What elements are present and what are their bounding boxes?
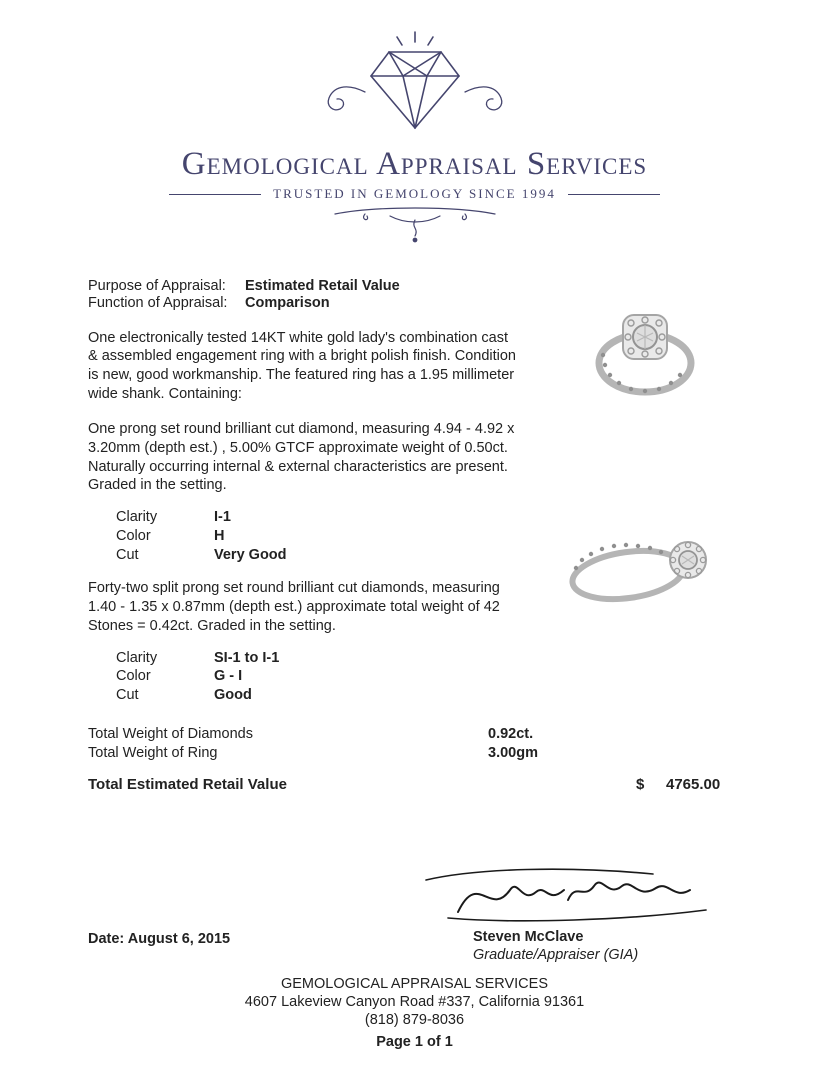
total-weight-diamonds-row [88,726,741,745]
total-weight-diamonds-value: 0.92ct. [488,725,534,742]
grade-value: G - I [214,668,243,685]
purpose-row [88,278,741,295]
grade-row [116,668,741,685]
function-label: Function of Appraisal: [88,295,228,312]
grade-value: Good [214,687,252,704]
page-indicator: Page 1 of 1 [376,1034,453,1051]
tagline-rule-right [568,194,660,195]
grade-value: H [214,527,225,544]
total-weight-ring-row [88,745,741,764]
signature-image [418,860,728,926]
appraiser-title: Graduate/Appraiser (GIA) [473,947,639,963]
tagline: TRUSTED IN GEMOLOGY SINCE 1994 [273,186,556,202]
document-footer [0,975,829,1052]
diamond-logo-icon [0,30,829,142]
grade-label: Cut [116,687,139,704]
total-weight-ring-label: Total Weight of Ring [88,744,218,761]
grade-label: Clarity [116,509,158,526]
total-weight-ring-value: 3.00gm [488,744,538,761]
footer-phone: (818) 879-8036 [364,1012,465,1029]
appraiser-name: Steven McClave [473,929,584,945]
tagline-row [0,186,829,202]
side-diamonds-paragraph: Forty-two split prong set round brilliant cut diamonds, measuring 1.40 - 1.35 x 0.87mm (depth est.) approximate total weight of 42 Stones = 0.42ct. Graded in the setting. [88,580,500,634]
grade-row [116,509,741,526]
tagline-rule-left [169,194,261,195]
document-header [0,0,829,246]
grade-row [116,650,741,667]
retail-currency: $ [636,775,645,793]
footer-org-name: GEMOLOGICAL APPRAISAL SERVICES [280,976,548,992]
grade-label: Cut [116,546,139,563]
grade-value: Very Good [214,546,287,563]
ring-photo-bottom [556,530,724,617]
org-name: Gemological Appraisal Services [181,146,648,182]
function-value: Comparison [245,295,330,312]
grade-value: I-1 [214,509,231,526]
grade-label: Color [116,668,151,685]
footer-address: 4607 Lakeview Canyon Road #337, California 91361 [244,994,585,1011]
center-diamond-paragraph: One prong set round brilliant cut diamond, measuring 4.94 - 4.92 x 3.20mm (depth est.) , 5.00% GTCF approximate weight of 0.50ct. Naturally occurring internal & external characteristics are present. Graded in the setting. [88,420,515,494]
flourish-divider-icon [0,204,829,246]
purpose-value: Estimated Retail Value [245,278,400,295]
grade-label: Color [116,527,151,544]
totals-section [88,726,741,796]
retail-amount: 4765.00 [666,775,721,793]
side-diamonds-grades [116,650,741,704]
ring-description-paragraph: One electronically tested 14KT white gold lady's combination cast & assembled engagement ring with a bright polish finish. Condition is new, good workmanship. The featured ring has a 1.95 millimeter wide shank. Containing: [88,329,516,403]
grade-value: SI-1 to I-1 [214,649,280,666]
grade-label: Clarity [116,649,158,666]
total-retail-value-label: Total Estimated Retail Value [88,775,287,793]
ring-photo-top [563,305,728,405]
grade-row [116,687,741,704]
appraisal-date: Date: August 6, 2015 [88,931,231,947]
purpose-label: Purpose of Appraisal: [88,278,226,295]
total-retail-value-row [88,776,741,796]
total-weight-diamonds-label: Total Weight of Diamonds [88,725,253,742]
